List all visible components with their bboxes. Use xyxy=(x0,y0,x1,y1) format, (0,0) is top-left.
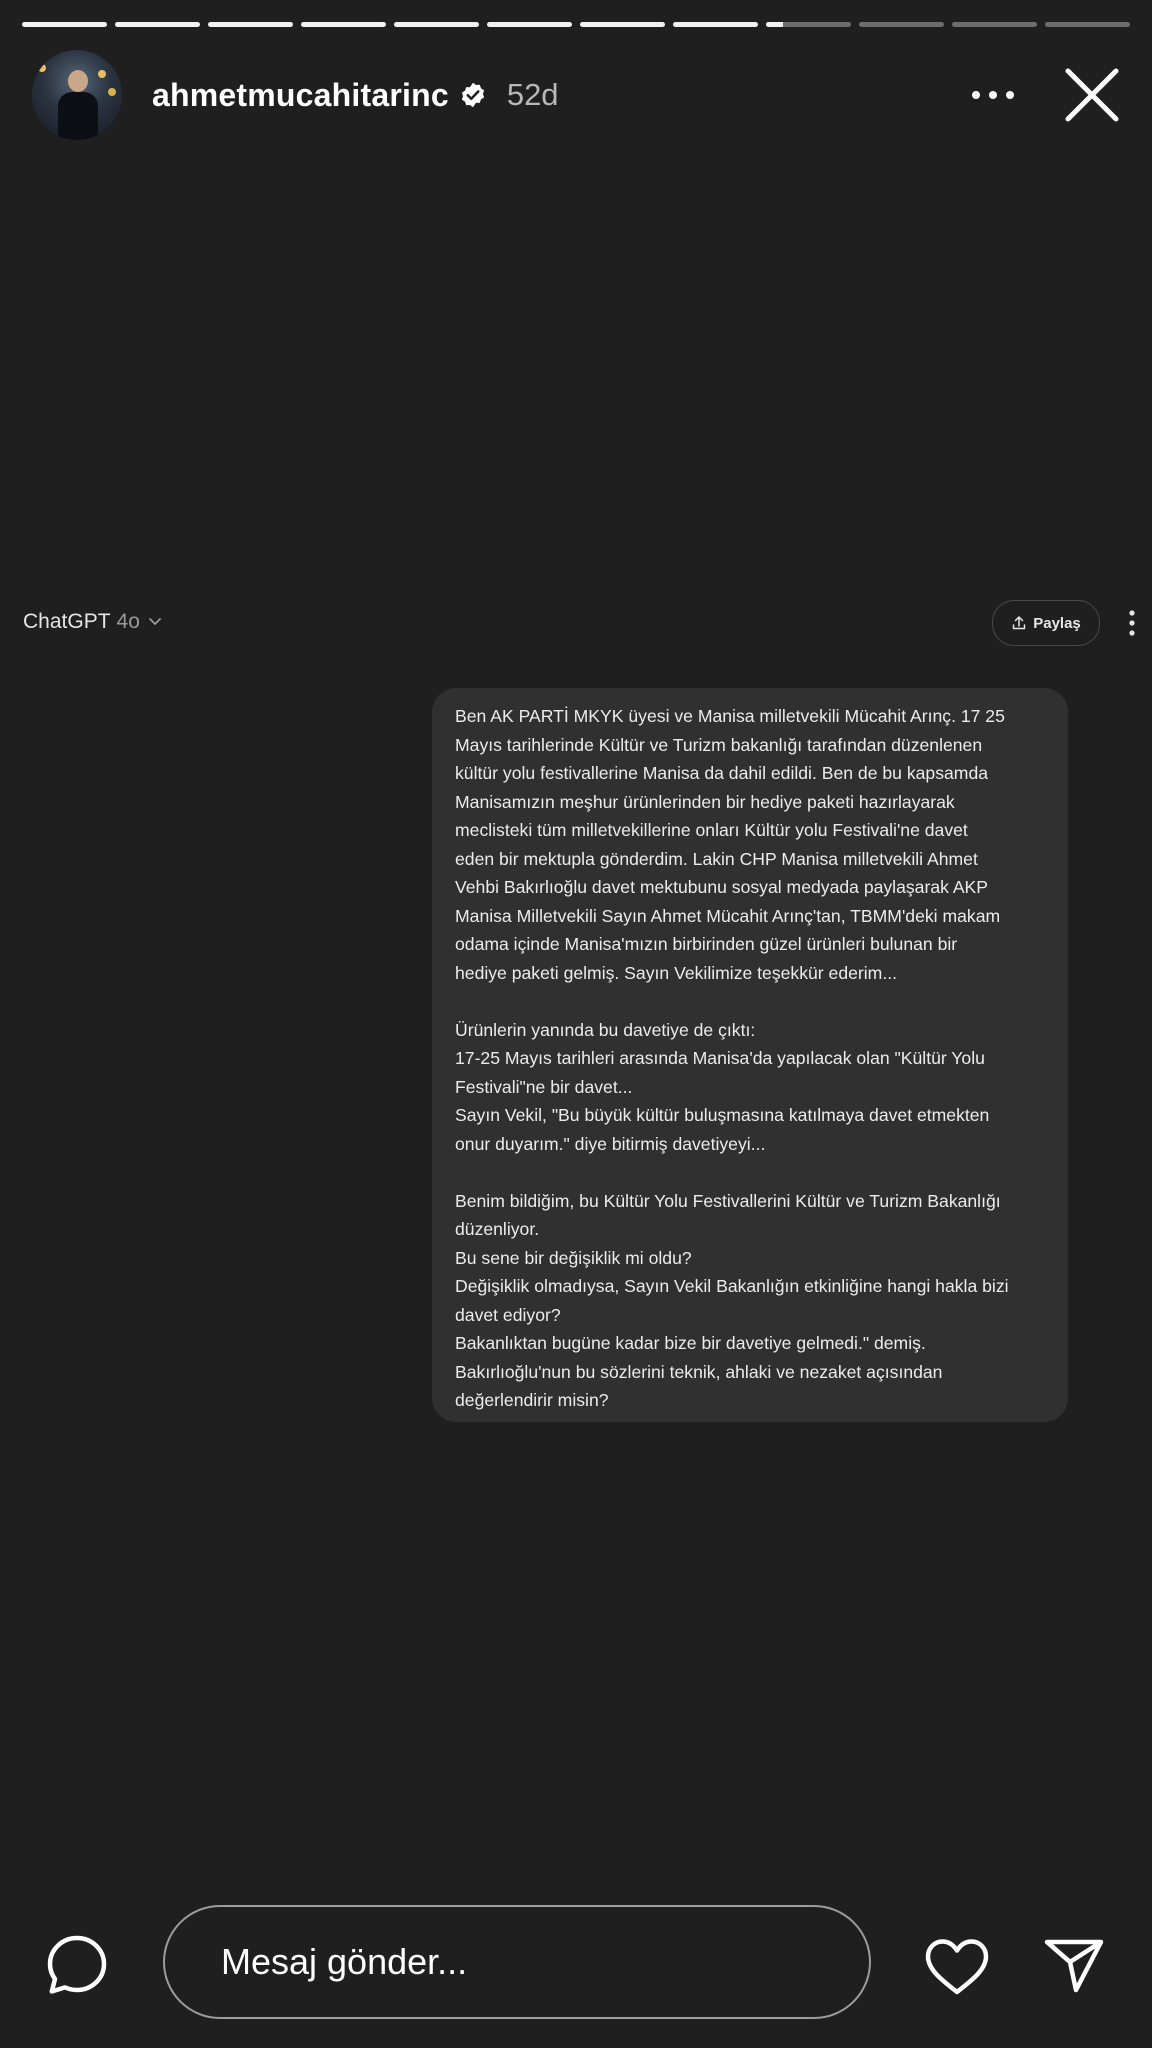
progress-segment xyxy=(115,22,200,27)
message-line: Değişiklik olmadıysa, Sayın Vekil Bakanlığın etkinliğine hangi hakla bizi xyxy=(455,1276,1009,1296)
model-selector xyxy=(23,610,162,634)
post-time: 52d xyxy=(506,77,559,112)
progress-segment xyxy=(208,22,293,27)
progress-segment xyxy=(1045,22,1130,27)
close-icon[interactable] xyxy=(1062,65,1122,125)
message-line: kültür yolu festivallerine Manisa da dahil edildi. Ben de bu kapsamda xyxy=(455,763,989,783)
message-line: davet ediyor? xyxy=(455,1304,561,1325)
message-line: Benim bildiğim, bu Kültür Yolu Festivallerini Kültür ve Turizm Bakanlığı xyxy=(455,1190,1001,1211)
more-horizontal-icon[interactable] xyxy=(968,85,1018,105)
message-line: değerlendirir misin? xyxy=(455,1390,609,1410)
upload-icon xyxy=(1011,615,1027,631)
message-line: 17-25 Mayıs tarihleri arasında Manisa'da yapılacak olan "Kültür Yolu xyxy=(455,1048,985,1068)
message-line: Sayın Vekil, "Bu büyük kültür buluşmasına katılmaya davet etmekten xyxy=(455,1105,990,1125)
progress-segment xyxy=(301,22,386,27)
progress-segment xyxy=(952,22,1037,27)
message-line: meclisteki tüm milletvekillerine onları Kültür yolu Festivali'ne davet xyxy=(455,820,968,840)
progress-segment xyxy=(394,22,479,27)
send-icon[interactable] xyxy=(1043,1936,1105,1994)
share-label: Paylaş xyxy=(1033,614,1081,632)
message-line: düzenliyor. xyxy=(455,1219,540,1239)
story-footer xyxy=(0,1900,1152,2024)
story-header xyxy=(32,50,1122,140)
chevron-down-icon xyxy=(148,617,162,627)
progress-segment xyxy=(859,22,944,27)
message-line: Manisa Milletvekili Sayın Ahmet Mücahit Arınç'tan, TBMM'deki makam xyxy=(455,905,1001,926)
progress-segment xyxy=(487,22,572,27)
message-line: hediye paketi gelmiş. Sayın Vekilimize teşekkür ederim... xyxy=(455,962,897,983)
message-line: eden bir mektupla gönderdim. Lakin CHP Manisa milletvekili Ahmet xyxy=(455,848,978,869)
more-vertical-icon xyxy=(1128,608,1136,638)
message-line: Ben AK PARTİ MKYK üyesi ve Manisa milletvekili Mücahit Arınç. 17 25 xyxy=(455,706,1005,726)
share-button xyxy=(992,600,1100,646)
progress-segment xyxy=(673,22,758,27)
heart-icon[interactable] xyxy=(924,1938,990,1996)
message-input[interactable] xyxy=(163,1905,871,2019)
message-line: Festivali"ne bir davet... xyxy=(455,1076,633,1097)
user-message-bubble xyxy=(432,688,1068,1422)
model-name: ChatGPT xyxy=(23,610,111,633)
username[interactable]: ahmetmucahitarinc xyxy=(152,76,449,113)
message-line: odama içinde Manisa'mızın birbirinden güzel ürünleri bulunan bir xyxy=(455,934,958,954)
message-line: Bakanlıktan bugüne kadar bize bir davetiye gelmedi." demiş. xyxy=(455,1333,926,1353)
verified-badge-icon xyxy=(459,81,487,109)
model-version: 4o xyxy=(116,610,140,633)
message-line: onur duyarım." diye bitirmiş davetiyeyi... xyxy=(455,1133,766,1154)
progress-segment xyxy=(22,22,107,27)
comment-icon[interactable] xyxy=(46,1934,108,1996)
chatgpt-screenshot-header xyxy=(0,600,1152,650)
message-line: Ürünlerin yanında bu davetiye de çıktı: xyxy=(455,1019,756,1040)
story-progress-bar xyxy=(22,22,1130,28)
message-line: Bakırlıoğlu'nun bu sözlerini teknik, ahlaki ve nezaket açısından xyxy=(455,1361,943,1382)
message-line: Mayıs tarihlerinde Kültür ve Turizm bakanlığı tarafından düzenlenen xyxy=(455,734,983,755)
message-line: Bu sene bir değişiklik mi oldu? xyxy=(455,1247,692,1268)
message-line: Manisamızın meşhur ürünlerinden bir hediye paketi hazırlayarak xyxy=(455,791,955,812)
progress-segment xyxy=(580,22,665,27)
message-line: Vehbi Bakırlıoğlu davet mektubunu sosyal medyada paylaşarak AKP xyxy=(455,877,989,897)
avatar[interactable] xyxy=(32,50,122,140)
progress-segment xyxy=(766,22,851,27)
